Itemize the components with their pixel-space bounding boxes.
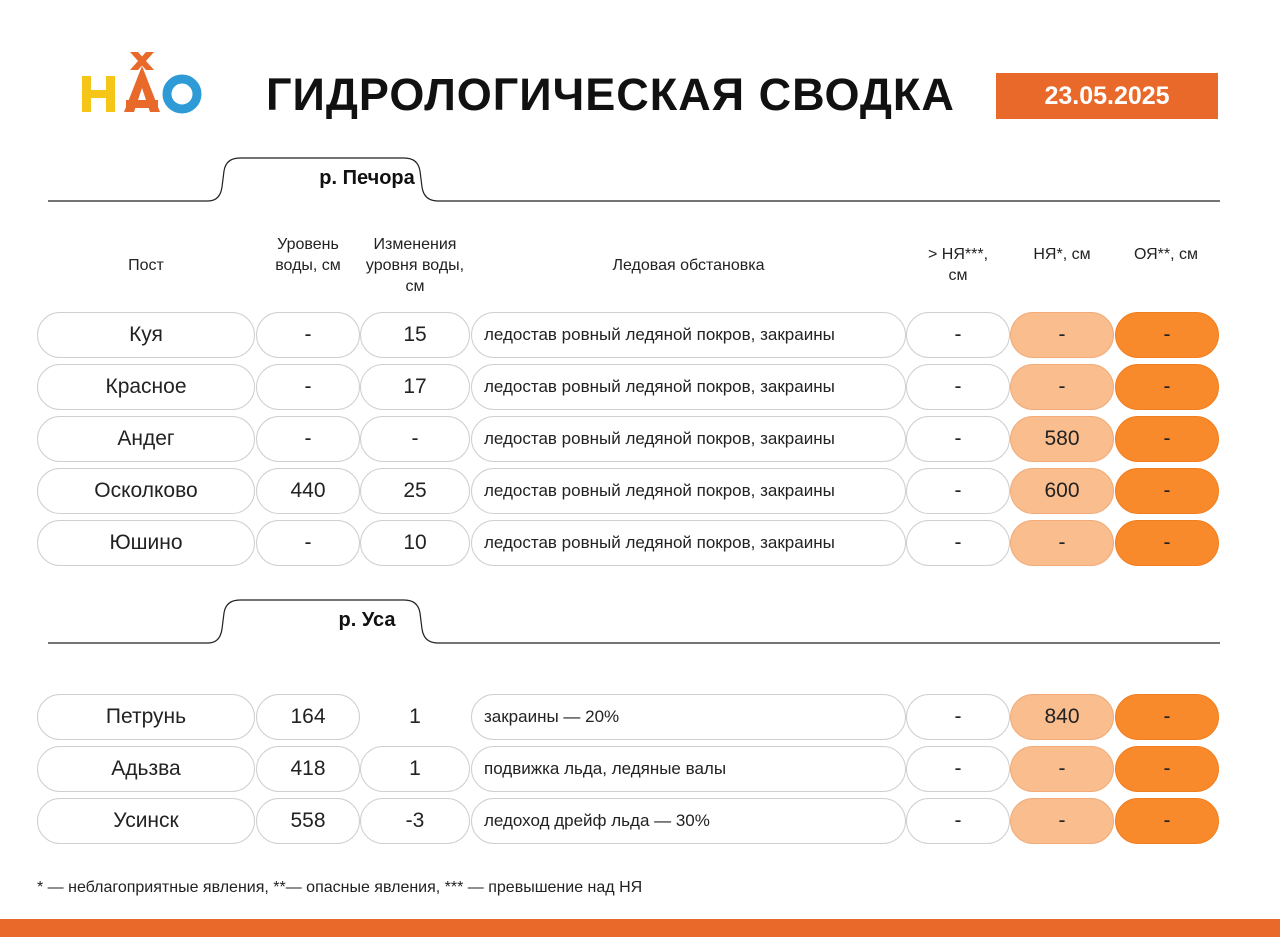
table-row: [37, 798, 1219, 844]
river-tab-outline: [48, 599, 1220, 645]
oy-cell: -: [1115, 520, 1219, 566]
level-cell: -: [256, 364, 360, 410]
over-ny-cell: -: [906, 798, 1010, 844]
change-cell: 25: [360, 468, 470, 514]
ny-cell: 580: [1010, 416, 1114, 462]
col-header-oy: ОЯ**, см: [1134, 246, 1198, 263]
col-header-ny: НЯ*, см: [1033, 246, 1091, 263]
table-row: [37, 520, 1219, 566]
oy-cell: -: [1115, 694, 1219, 740]
over-ny-cell: -: [906, 312, 1010, 358]
table-row: [37, 312, 1219, 358]
post-cell: Красное: [37, 364, 255, 410]
river-name: р. Печора: [319, 167, 415, 189]
oy-cell: -: [1115, 364, 1219, 410]
level-cell: -: [256, 520, 360, 566]
table-row: [37, 746, 1219, 792]
change-cell: -: [360, 416, 470, 462]
oy-cell: -: [1115, 746, 1219, 792]
post-cell: Усинск: [37, 798, 255, 844]
over-ny-cell: -: [906, 746, 1010, 792]
oy-cell: -: [1115, 468, 1219, 514]
col-header-ice: Ледовая обстановка: [612, 257, 765, 274]
over-ny-cell: -: [906, 520, 1010, 566]
over-ny-cell: -: [906, 416, 1010, 462]
footnote: * — неблагоприятные явления, **— опасные явления, *** — превышение над НЯ: [37, 879, 643, 896]
change-cell: 1: [360, 746, 470, 792]
change-cell: 15: [360, 312, 470, 358]
ice-cell: ледоход дрейф льда — 30%: [471, 798, 906, 844]
post-cell: Осколково: [37, 468, 255, 514]
ny-cell: -: [1010, 798, 1114, 844]
col-header-over: > НЯ***, см: [927, 246, 989, 284]
ny-cell: 600: [1010, 468, 1114, 514]
ny-cell: -: [1010, 364, 1114, 410]
river-tab-outline: [48, 157, 1220, 203]
table-row: [37, 468, 1219, 514]
bottom-accent-bar: [0, 919, 1280, 937]
oy-cell: -: [1115, 798, 1219, 844]
table-row: [37, 416, 1219, 462]
ice-cell: ледостав ровный ледяной покров, закраины: [471, 468, 906, 514]
ny-cell: -: [1010, 520, 1114, 566]
ice-cell: подвижка льда, ледяные валы: [471, 746, 906, 792]
ny-cell: -: [1010, 312, 1114, 358]
change-cell: -3: [360, 798, 470, 844]
date-badge: 23.05.2025: [996, 73, 1218, 119]
table-row: [37, 364, 1219, 410]
oy-cell: -: [1115, 416, 1219, 462]
level-cell: 558: [256, 798, 360, 844]
col-header-post: Пост: [128, 257, 164, 274]
ice-cell: ледостав ровный ледяной покров, закраины: [471, 364, 906, 410]
level-cell: 440: [256, 468, 360, 514]
ny-cell: -: [1010, 746, 1114, 792]
change-cell: 1: [360, 694, 470, 740]
col-header-change: Изменения уровня воды, см: [365, 236, 465, 295]
river-tab-pechora: [48, 157, 1220, 203]
level-cell: -: [256, 312, 360, 358]
ice-cell: ледостав ровный ледяной покров, закраины: [471, 520, 906, 566]
post-cell: Юшино: [37, 520, 255, 566]
level-cell: -: [256, 416, 360, 462]
post-cell: Андег: [37, 416, 255, 462]
over-ny-cell: -: [906, 694, 1010, 740]
river-tab-usa: [48, 599, 1220, 645]
level-cell: 418: [256, 746, 360, 792]
page-title: ГИДРОЛОГИЧЕСКАЯ СВОДКА: [266, 69, 955, 120]
oy-cell: -: [1115, 312, 1219, 358]
change-cell: 17: [360, 364, 470, 410]
ice-cell: ледостав ровный ледяной покров, закраины: [471, 312, 906, 358]
nao-logo: [80, 50, 204, 118]
over-ny-cell: -: [906, 468, 1010, 514]
over-ny-cell: -: [906, 364, 1010, 410]
col-header-level: Уровень воды, см: [275, 236, 341, 274]
post-cell: Куя: [37, 312, 255, 358]
change-cell: 10: [360, 520, 470, 566]
level-cell: 164: [256, 694, 360, 740]
ny-cell: 840: [1010, 694, 1114, 740]
ice-cell: ледостав ровный ледяной покров, закраины: [471, 416, 906, 462]
ice-cell: закраины — 20%: [471, 694, 906, 740]
post-cell: Петрунь: [37, 694, 255, 740]
table-row: [37, 694, 1219, 740]
post-cell: Адьзва: [37, 746, 255, 792]
river-name: р. Уса: [338, 609, 396, 631]
